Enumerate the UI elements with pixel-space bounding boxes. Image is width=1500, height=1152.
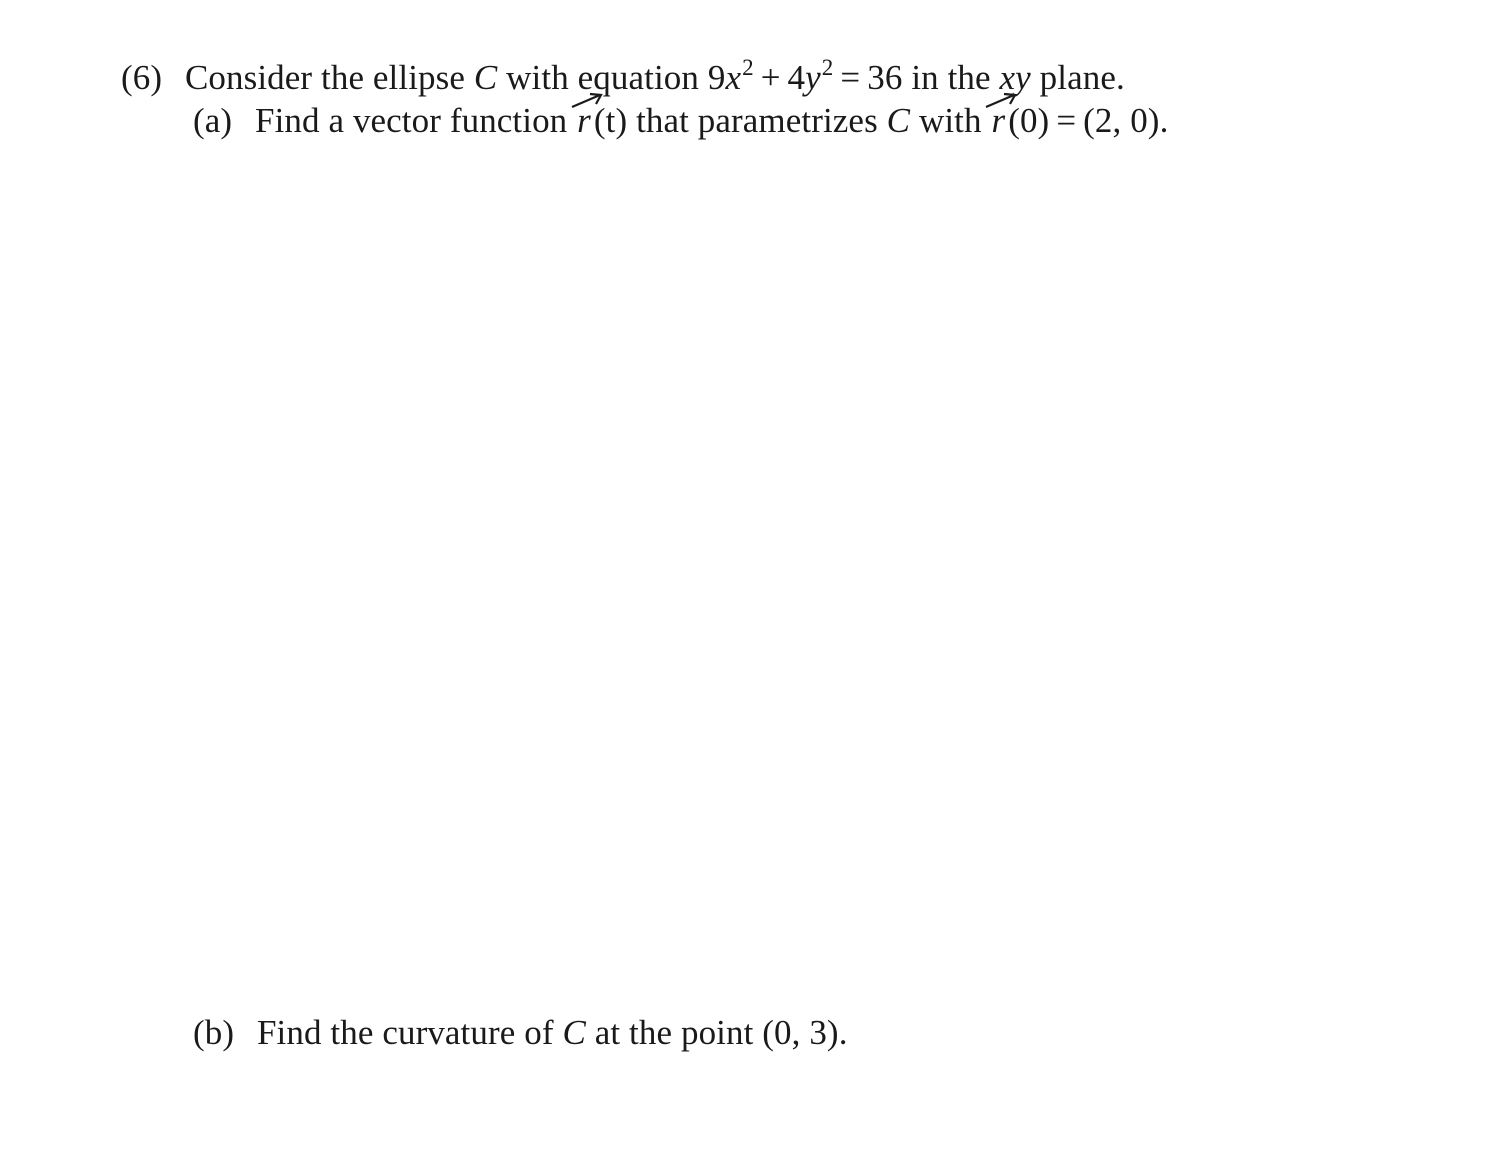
part-a-with-word: with bbox=[918, 101, 982, 140]
problem-intro-text: Consider the ellipse bbox=[184, 58, 465, 97]
vector-r-letter: r bbox=[991, 101, 1006, 140]
problem-statement bbox=[121, 55, 1125, 102]
with-word: with bbox=[506, 58, 569, 97]
plane-variables: xy bbox=[999, 58, 1031, 97]
condition-value: (2, 0). bbox=[1083, 101, 1169, 140]
part-a-text-start: Find a vector function bbox=[255, 101, 568, 140]
plus-sign: + bbox=[760, 58, 781, 97]
var-x: x bbox=[725, 58, 742, 97]
part-b bbox=[193, 1013, 848, 1053]
exp-y: 2 bbox=[821, 55, 834, 80]
vector-arrow-icon bbox=[570, 92, 606, 110]
vector-r-letter: r bbox=[577, 101, 591, 140]
part-a bbox=[193, 101, 1168, 141]
part-b-label: (b) bbox=[193, 1013, 235, 1052]
part-a-curve-symbol: C bbox=[886, 101, 911, 140]
coef-y: 4 bbox=[787, 58, 806, 97]
vector-arrow-icon bbox=[984, 92, 1020, 110]
part-b-text-start: Find the curvature of bbox=[256, 1013, 554, 1052]
in-the-text: in the bbox=[911, 58, 991, 97]
point-coordinates: (0, 3). bbox=[762, 1013, 848, 1052]
part-b-text-end: at the point bbox=[594, 1013, 754, 1052]
part-b-curve-symbol: C bbox=[562, 1013, 586, 1052]
coef-x: 9 bbox=[707, 58, 726, 97]
vector-r-2 bbox=[990, 101, 1008, 141]
vector-param: (t) bbox=[593, 101, 628, 140]
equals-sign: = bbox=[840, 58, 861, 97]
part-a-text-mid: that parametrizes bbox=[636, 101, 878, 140]
exp-x: 2 bbox=[742, 55, 754, 80]
vector-r bbox=[576, 101, 594, 141]
part-a-equals-sign: = bbox=[1056, 101, 1077, 140]
equation-word: equation bbox=[577, 58, 699, 97]
equation-rhs: 36 bbox=[867, 58, 903, 97]
part-a-label: (a) bbox=[193, 101, 233, 140]
var-y: y bbox=[805, 58, 821, 97]
condition-arg: (0) bbox=[1008, 101, 1050, 140]
plane-word: plane. bbox=[1039, 58, 1125, 97]
ellipse-equation bbox=[707, 55, 903, 97]
curve-symbol: C bbox=[473, 58, 498, 97]
problem-number: (6) bbox=[121, 58, 163, 97]
